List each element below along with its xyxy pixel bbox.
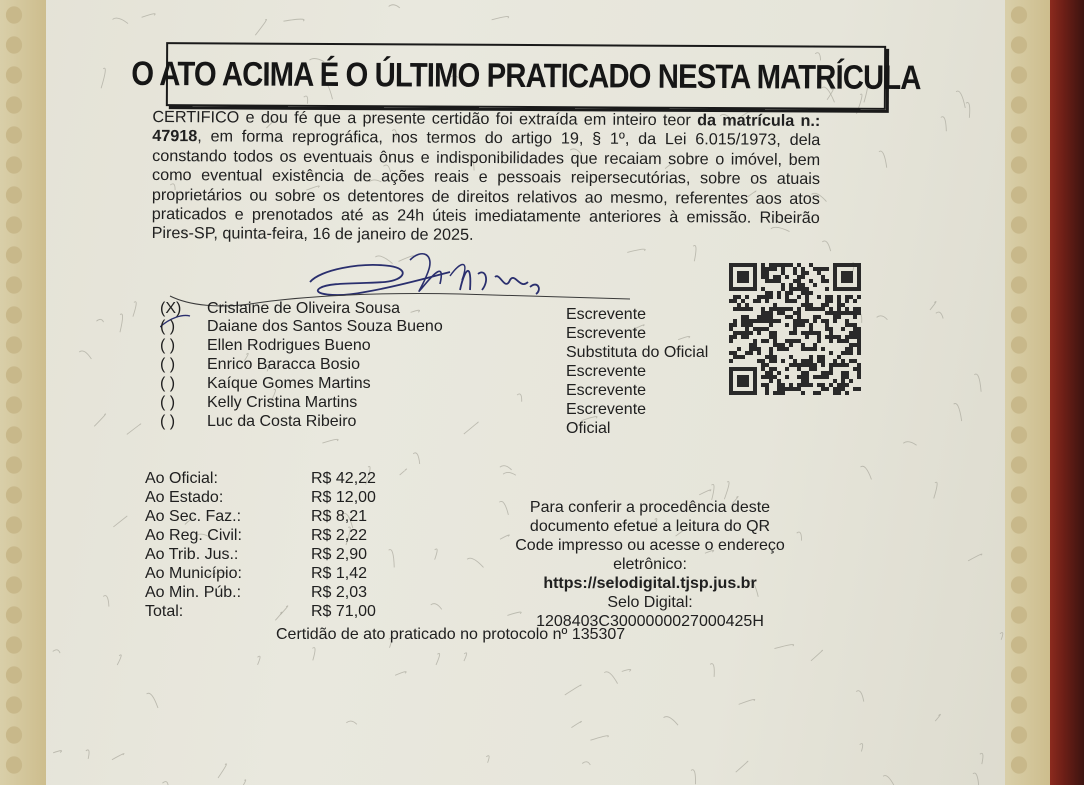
verification-line: eletrônico: bbox=[613, 556, 687, 573]
fee-value: R$ 2,90 bbox=[311, 546, 368, 563]
fee-label: Ao Oficial: bbox=[145, 470, 218, 487]
clerk-checkbox: ( ) bbox=[160, 394, 176, 411]
seal-label: Selo Digital: bbox=[607, 594, 693, 611]
clerk-checkbox: ( ) bbox=[160, 356, 176, 373]
fee-value: R$ 2,03 bbox=[311, 584, 368, 601]
clerk-role: Escrevente bbox=[566, 363, 647, 380]
clerk-checkbox: ( ) bbox=[160, 413, 176, 430]
clerk-name: Luc da Costa Ribeiro bbox=[207, 413, 357, 430]
fee-label: Ao Trib. Jus.: bbox=[145, 546, 239, 563]
clerk-role: Escrevente bbox=[566, 325, 647, 342]
registration-number: da matrícula n.: 47918 bbox=[152, 111, 821, 146]
qr-code-icon[interactable] bbox=[728, 263, 862, 395]
fee-label: Ao Estado: bbox=[145, 489, 224, 506]
verification-line: documento efetue a leitura do QR bbox=[529, 518, 771, 535]
certificate-text-part1: CERTIFICO e dou fé que a presente certidão foi extraída em inteiro teor bbox=[152, 107, 698, 130]
verification-url-link[interactable]: https://selodigital.tjsp.jus.br bbox=[543, 575, 757, 592]
protocol-line: Certidão de ato praticado no protocolo nº 135307 bbox=[276, 626, 626, 643]
right-decorative-border bbox=[1005, 0, 1050, 785]
fee-total-value: R$ 71,00 bbox=[311, 603, 376, 620]
certificate-text bbox=[152, 108, 821, 248]
fee-label: Ao Sec. Faz.: bbox=[145, 508, 242, 525]
title-box bbox=[131, 42, 921, 110]
clerk-role: Substituta do Oficial bbox=[566, 344, 709, 361]
clerk-name: Kaíque Gomes Martins bbox=[207, 375, 371, 392]
clerk-name: Enrico Baracca Bosio bbox=[207, 356, 360, 373]
fee-value: R$ 2,22 bbox=[311, 527, 368, 544]
fee-label: Ao Reg. Civil: bbox=[145, 527, 242, 544]
clerk-name: Daiane dos Santos Souza Bueno bbox=[207, 318, 443, 335]
background-edge bbox=[1050, 0, 1084, 785]
fee-label: Ao Município: bbox=[145, 565, 242, 582]
fee-value: R$ 8,21 bbox=[311, 508, 368, 525]
clerk-name: Crislaine de Oliveira Sousa bbox=[207, 300, 400, 317]
certificate-text-part2: , em forma reprográfica, nos termos do artigo 19, § 1º, da Lei 6.015/1973, dela constando todos os eventuais ônus e indisponibilidades que recaiam sobre o imóvel, bem como eventual existência de ações reais e pessoais reipersecutórias, sobre os atuais proprietários ou sobre os detentores de direitos relativos ao mesmo, referentes aos atos praticados e prenotados até as 24h úteis imediatamente anteriores à emissão. Ribeirão Pires-SP, quinta-feira, 16 de janeiro de 2025. bbox=[151, 127, 821, 245]
clerk-role: Oficial bbox=[566, 420, 611, 437]
clerk-role: Escrevente bbox=[566, 306, 647, 323]
fee-value: R$ 1,42 bbox=[311, 565, 368, 582]
fee-total-label: Total: bbox=[145, 603, 184, 620]
clerk-checkbox: ( ) bbox=[160, 337, 176, 354]
page-title: O ATO ACIMA É O ÚLTIMO PRATICADO NESTA MATRÍCULA bbox=[131, 54, 921, 97]
seal-code: 1208403C3000000027000425H bbox=[536, 613, 764, 630]
clerk-checkbox: ( ) bbox=[160, 375, 176, 392]
clerk-checkbox: (X) bbox=[160, 300, 182, 317]
clerk-checkbox: ( ) bbox=[160, 318, 176, 335]
fee-value: R$ 12,00 bbox=[311, 489, 376, 506]
verification-line: Code impresso ou acesse o endereço bbox=[515, 537, 785, 554]
clerk-role: Escrevente bbox=[566, 382, 647, 399]
clerk-name: Kelly Cristina Martins bbox=[207, 394, 358, 411]
fee-label: Ao Min. Púb.: bbox=[145, 584, 242, 601]
clerk-name: Ellen Rodrigues Bueno bbox=[207, 337, 371, 354]
verification-block bbox=[470, 498, 830, 631]
clerk-role: Escrevente bbox=[566, 401, 647, 418]
verification-line: Para conferir a procedência deste bbox=[529, 499, 771, 516]
fee-value: R$ 42,22 bbox=[311, 470, 376, 487]
left-decorative-border bbox=[0, 0, 46, 785]
